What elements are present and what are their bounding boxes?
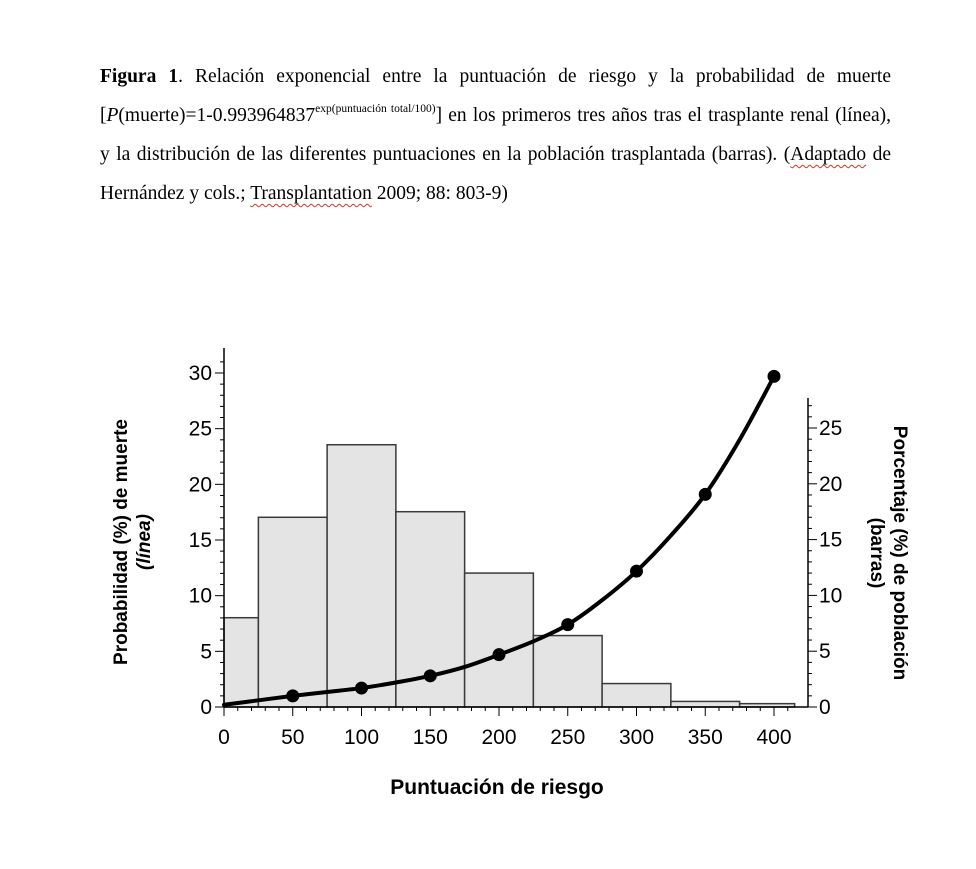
histogram-bar-2 <box>327 445 396 707</box>
histogram-bar-0 <box>224 618 258 707</box>
caption-underlined-adaptado: Adaptado <box>790 144 867 165</box>
probability-point-150 <box>424 669 437 682</box>
x-tick-label-350: 350 <box>687 726 723 749</box>
left-tick-label-25: 25 <box>188 417 212 441</box>
x-tick-label-400: 400 <box>756 726 792 749</box>
left-tick-label-30: 30 <box>188 362 212 385</box>
right-tick-label-10: 10 <box>819 584 843 608</box>
x-tick-label-150: 150 <box>412 726 448 749</box>
caption-text-2: (muerte)=1-0.993964837 <box>118 105 316 126</box>
histogram-bar-6 <box>602 684 671 707</box>
right-axis-label-line1: Porcentaje (%) de población <box>889 425 910 681</box>
caption-text-5: 2009; 88: 803-9) <box>371 183 508 204</box>
x-tick-label-250: 250 <box>550 726 586 749</box>
caption-underlined-transplantation: Transplantation <box>250 183 372 204</box>
left-tick-label-10: 10 <box>188 584 212 608</box>
left-axis-label-line2: (línea) <box>134 514 155 570</box>
x-axis-label: Puntuación de riesgo <box>390 776 604 799</box>
histogram-bar-4 <box>465 573 534 707</box>
right-tick-label-20: 20 <box>819 472 843 496</box>
x-tick-label-0: 0 <box>218 726 230 749</box>
probability-point-250 <box>561 618 574 631</box>
caption-superscript: exp(puntuación total/100) <box>315 103 436 115</box>
right-tick-label-5: 5 <box>819 640 831 664</box>
probability-point-400 <box>768 370 781 383</box>
histogram-bar-7 <box>671 701 740 707</box>
probability-point-300 <box>630 565 643 578</box>
left-tick-label-20: 20 <box>188 473 212 497</box>
left-axis-label <box>111 419 155 665</box>
caption-text-3: ] en los primeros tres años tras el trasplante renal (línea), y la distribución de las diferentes puntuaciones en la población trasplantada (barras). ( <box>100 105 891 165</box>
caption-text-4: de Hernández y cols.; <box>100 144 892 204</box>
figure-label: Figura 1 <box>100 66 179 87</box>
caption-p-italic: P <box>106 105 119 126</box>
right-tick-label-25: 25 <box>819 417 843 440</box>
x-tick-label-50: 50 <box>281 726 305 749</box>
right-tick-label-15: 15 <box>819 528 843 552</box>
right-tick-label-0: 0 <box>819 696 831 719</box>
left-tick-label-15: 15 <box>188 529 212 552</box>
left-axis-label-line1: Probabilidad (%) de muerte <box>111 419 132 665</box>
histogram-bar-5 <box>533 636 602 707</box>
caption-text-1: . Relación exponencial entre la puntuación de riesgo y la probabilidad de muerte [ <box>100 66 891 126</box>
probability-point-50 <box>286 689 299 702</box>
probability-point-100 <box>355 682 368 695</box>
probability-point-350 <box>699 488 712 501</box>
histogram-bars <box>224 445 795 707</box>
right-axis-label-line2: (barras) <box>866 517 887 589</box>
x-tick-label-200: 200 <box>481 726 517 749</box>
right-axis-label <box>866 426 910 680</box>
histogram-bar-1 <box>258 517 327 707</box>
probability-point-200 <box>493 648 506 661</box>
left-tick-label-0: 0 <box>200 696 212 719</box>
x-tick-label-300: 300 <box>618 726 655 749</box>
left-tick-label-5: 5 <box>200 640 212 664</box>
x-tick-label-100: 100 <box>343 726 380 749</box>
